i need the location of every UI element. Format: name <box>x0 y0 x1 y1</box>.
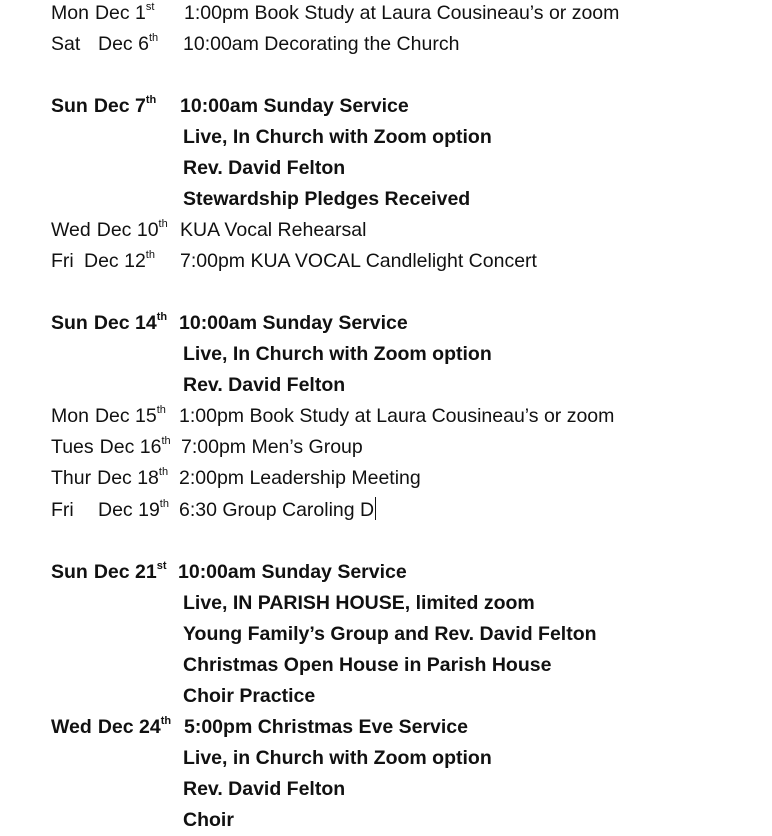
entry-day: Tues <box>51 436 94 458</box>
entry-day: Sat <box>51 33 81 55</box>
entry-description: 2:00pm Leadership Meeting <box>179 467 421 489</box>
schedule-entry <box>51 248 537 274</box>
entry-detail: Stewardship Pledges Received <box>183 188 471 210</box>
entry-description: 10:00am Sunday Service <box>179 312 408 334</box>
entry-description: 6:30 Group Caroling D <box>179 499 375 521</box>
entry-date: Dec 18th <box>97 466 169 489</box>
entry-detail: Live, in Church with Zoom option <box>183 747 492 769</box>
entry-date-ordinal: th <box>148 32 159 44</box>
entry-detail: Live, In Church with Zoom option <box>183 126 492 148</box>
entry-day: Fri <box>51 250 74 272</box>
entry-date: Dec 19th <box>98 498 169 521</box>
entry-day: Sun <box>51 312 88 334</box>
entry-date: Dec 16th <box>99 435 171 458</box>
entry-day: Wed <box>51 219 91 241</box>
entry-detail: Christmas Open House in Parish House <box>183 654 552 676</box>
entry-date: Dec 6th <box>98 32 159 55</box>
entry-detail: Choir <box>183 809 234 831</box>
schedule-entry <box>51 434 363 460</box>
schedule-entry <box>51 403 615 429</box>
schedule-entry <box>51 217 367 243</box>
entry-day: Mon <box>51 405 89 427</box>
entry-date-ordinal: th <box>158 466 169 478</box>
entry-detail: Rev. David Felton <box>183 157 346 179</box>
entry-day: Sun <box>51 561 88 583</box>
entry-date: Dec 1st <box>94 1 155 24</box>
entry-description: 10:00am Decorating the Church <box>183 33 460 55</box>
entry-description: 10:00am Sunday Service <box>178 561 407 583</box>
entry-detail: Rev. David Felton <box>183 374 346 396</box>
entry-detail: Rev. David Felton <box>183 778 346 800</box>
entry-date-ordinal: th <box>159 498 169 510</box>
schedule-entry <box>51 310 408 336</box>
entry-day: Mon <box>51 2 89 24</box>
entry-description: KUA Vocal Rehearsal <box>180 219 367 241</box>
schedule-entry <box>51 0 620 26</box>
text-cursor <box>375 497 376 520</box>
entry-detail: Young Family’s Group and Rev. David Felton <box>183 623 597 645</box>
entry-day: Fri <box>51 499 74 521</box>
entry-detail: Live, IN PARISH HOUSE, limited zoom <box>183 592 535 614</box>
entry-date-ordinal: th <box>158 218 168 230</box>
entry-day: Wed <box>51 716 92 738</box>
entry-day: Sun <box>51 95 88 117</box>
entry-date-ordinal: st <box>156 560 167 572</box>
entry-date-ordinal: th <box>145 94 157 106</box>
schedule-entry <box>51 93 409 119</box>
entry-description: 10:00am Sunday Service <box>180 95 409 117</box>
entry-date: Dec 24th <box>97 715 172 738</box>
entry-description: 5:00pm Christmas Eve Service <box>184 716 468 738</box>
schedule-entry <box>51 465 421 491</box>
entry-date: Dec 15th <box>94 404 166 427</box>
entry-date-ordinal: st <box>145 1 155 13</box>
entry-date: Dec 21st <box>93 560 167 583</box>
schedule-entry <box>51 497 375 523</box>
entry-description: 1:00pm Book Study at Laura Cousineau’s or zoom <box>184 2 620 24</box>
entry-date-ordinal: th <box>161 435 171 447</box>
entry-description: 7:00pm Men’s Group <box>181 436 363 458</box>
entry-day: Thur <box>51 467 92 489</box>
schedule-entry <box>51 714 468 740</box>
entry-date: Dec 12th <box>84 249 155 272</box>
entry-detail: Choir Practice <box>183 685 316 707</box>
entry-date: Dec 10th <box>96 218 168 241</box>
entry-date: Dec 7th <box>93 94 157 117</box>
entry-date-ordinal: th <box>160 715 172 727</box>
schedule-entry <box>51 31 460 57</box>
entry-date-ordinal: th <box>145 249 155 261</box>
entry-description: 7:00pm KUA VOCAL Candlelight Concert <box>180 250 537 272</box>
schedule-entry <box>51 559 407 585</box>
entry-detail: Live, In Church with Zoom option <box>183 343 492 365</box>
entry-date-ordinal: th <box>156 404 166 416</box>
entry-date-ordinal: th <box>156 311 168 323</box>
entry-date: Dec 14th <box>93 311 168 334</box>
entry-description: 1:00pm Book Study at Laura Cousineau’s or zoom <box>179 405 615 427</box>
